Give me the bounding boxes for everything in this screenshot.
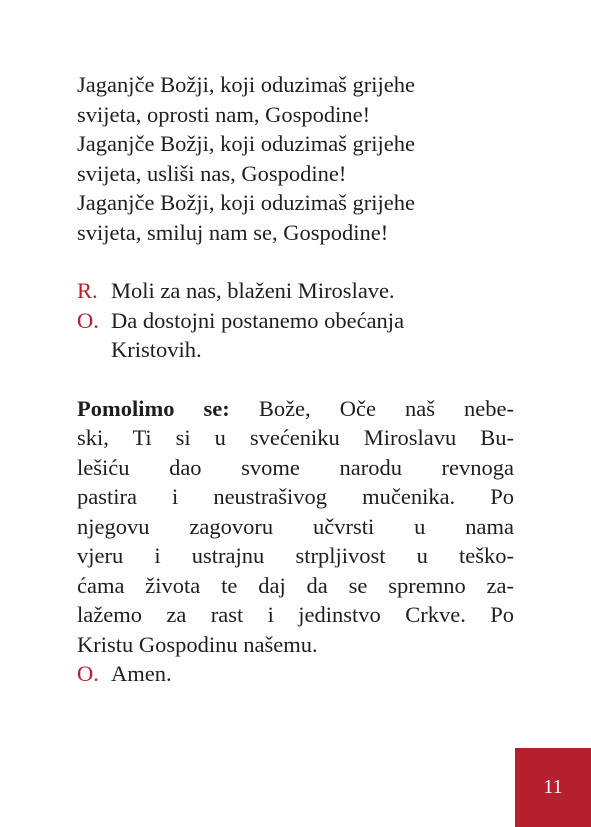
litany-block <box>77 70 514 247</box>
prayer-line: lešiću dao svome narodu revnoga <box>77 454 514 480</box>
versicle-text: Moli za nas, blaženi Miroslave. <box>111 278 395 303</box>
prayer-heading: Pomolimo se: <box>77 395 230 421</box>
prayer-line: vjeru i ustrajnu strpljivost u teško- <box>77 543 514 568</box>
amen-mark: O. <box>77 661 99 686</box>
page-content <box>77 70 514 689</box>
litany-line: Jaganjče Božji, koji oduzimaš grijehe <box>77 72 416 97</box>
litany-line: Jaganjče Božji, koji oduzimaš grijehe <box>77 190 416 215</box>
spacer <box>77 365 514 394</box>
response-text-line: Da dostojni postanemo obećanja <box>111 307 405 333</box>
prayer-line <box>77 394 514 424</box>
prayer-line: njegovu zagovoru učvrsti u nama <box>77 513 514 539</box>
spacer <box>77 247 514 276</box>
amen-text: Amen. <box>111 661 172 686</box>
prayer-line: ski, Ti si u svećeniku Miroslavu Bu- <box>77 425 514 450</box>
versicle <box>77 276 514 306</box>
litany-line: svijeta, usliši nas, Gospodine! <box>77 160 347 186</box>
litany-line: Jaganjče Božji, koji oduzimaš grijehe <box>77 131 416 156</box>
litany-line: svijeta, oprosti nam, Gospodine! <box>77 101 371 127</box>
prayer-line: ćama života te daj da se spremno za- <box>77 572 514 598</box>
versicle-mark: R. <box>77 278 98 303</box>
response-mark: O. <box>77 307 99 333</box>
page-number-badge <box>515 748 591 827</box>
response <box>77 306 514 365</box>
litany-line: svijeta, smiluj nam se, Gospodine! <box>77 219 389 245</box>
prayer-text: Bože, Oče naš nebe- <box>258 395 514 421</box>
prayer-line: lažemo za rast i jedinstvo Crkve. Po <box>77 602 514 627</box>
prayer-line: Kristu Gospodinu našemu. <box>77 631 318 657</box>
response-text-line: Kristovih. <box>111 337 202 362</box>
page-number: 11 <box>543 776 563 798</box>
prayer-block <box>77 394 514 660</box>
prayer-line: pastira i neustrašivog mučenika. Po <box>77 484 514 509</box>
amen-response <box>77 659 514 689</box>
